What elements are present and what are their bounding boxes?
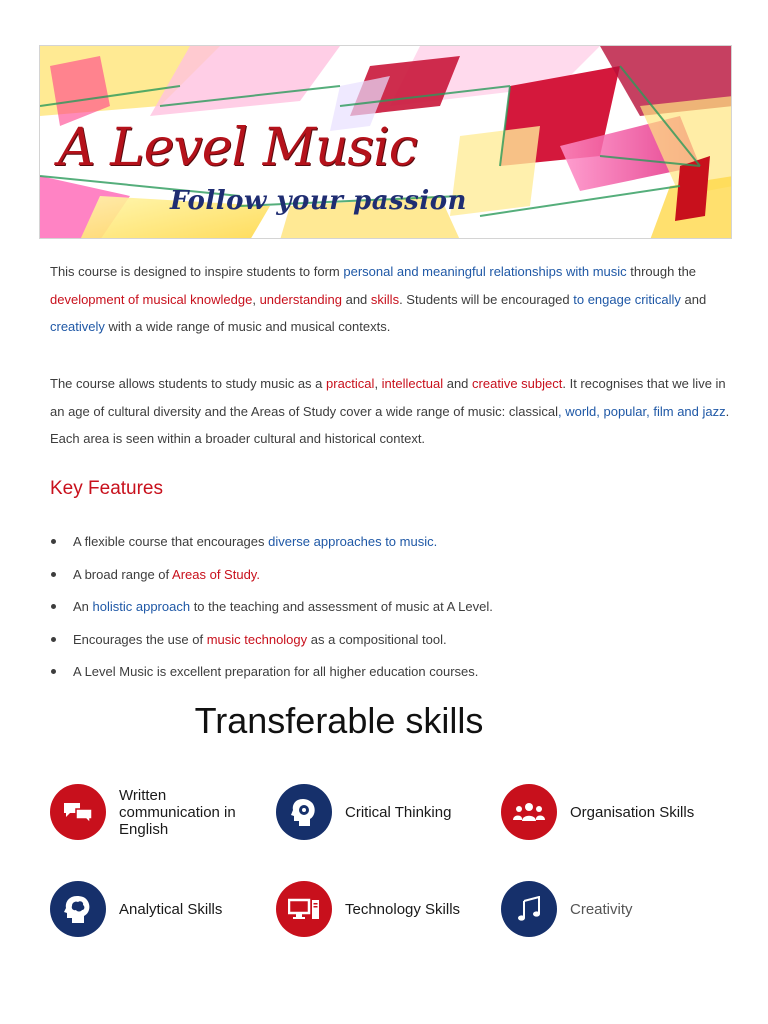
text-run: and [341, 291, 371, 307]
highlighted-text: Areas of Study. [172, 566, 260, 582]
feature-item [50, 593, 493, 626]
skill-written-communication [50, 784, 254, 840]
key-features-heading: Key Features [50, 478, 163, 499]
text-run: This course is designed to inspire students to form [50, 264, 344, 279]
bullet-icon [51, 604, 56, 609]
text-run: through the [626, 264, 697, 279]
text-run: , [252, 291, 260, 307]
highlighted-text: skills [370, 291, 400, 307]
head-gear-icon [276, 784, 332, 840]
feature-item [50, 658, 493, 691]
intro-paragraph-1 [50, 258, 730, 341]
skill-organisation [501, 784, 694, 840]
speech-bubbles-icon [50, 784, 106, 840]
bullet-icon [51, 669, 56, 674]
intro-paragraph-2 [50, 370, 730, 453]
highlighted-text: creatively [50, 319, 105, 334]
highlighted-text: intellectual [381, 376, 444, 391]
text-run: as a compositional tool. [307, 631, 447, 647]
text-run: and [680, 291, 707, 307]
text-run: Encourages the use of [73, 631, 207, 647]
highlighted-text: to engage critically [573, 291, 681, 307]
skill-label: Creativity [570, 900, 633, 918]
text-run: . Each area is seen within a broader cultural and historical context. [50, 403, 730, 446]
text-run: A broad range of [73, 566, 173, 582]
text-run: An [73, 599, 93, 614]
skill-label: Written communication in English [119, 786, 236, 838]
bullet-icon [51, 637, 56, 642]
highlighted-text: understanding [259, 291, 342, 307]
head-brain-icon [50, 881, 106, 937]
header-banner [39, 45, 732, 239]
skill-creativity [501, 881, 633, 937]
highlighted-text: practical [326, 376, 375, 391]
skill-label: Technology Skills [345, 900, 461, 918]
text-run: A Level Music is excellent preparation for all higher education courses. [73, 664, 479, 679]
bullet-icon [51, 572, 56, 577]
skill-label: Organisation Skills [570, 803, 695, 821]
text-run: . It recognises that we live in an age of cultural diversity and the Areas of Study cover a wide range of music: classical [50, 376, 726, 419]
text-run: to the teaching and assessment of music at A Level. [190, 599, 493, 614]
text-run: A flexible course that encourages [73, 534, 269, 549]
text-run: , [374, 376, 382, 391]
skill-technology [276, 881, 460, 937]
text-run: with a wide range of music and musical contexts. [104, 319, 391, 334]
text-run: The course allows students to study music as a [50, 376, 327, 391]
feature-item [50, 626, 493, 659]
skill-analytical [50, 881, 222, 937]
highlighted-text: holistic approach [92, 599, 191, 614]
feature-item [50, 561, 493, 594]
highlighted-text: creative subject [472, 376, 563, 391]
skill-label: Critical Thinking [345, 803, 452, 821]
skill-critical-thinking [276, 784, 451, 840]
computer-icon [276, 881, 332, 937]
highlighted-text: music technology [206, 631, 308, 647]
banner-title: A Level Music [58, 118, 417, 178]
highlighted-text: development of musical knowledge [50, 291, 253, 307]
banner-subtitle: Follow your passion [170, 186, 467, 216]
people-group-icon [501, 784, 557, 840]
text-run: . Students will be encouraged [399, 291, 574, 307]
highlighted-text: , world, popular, film and jazz [557, 403, 726, 419]
bullet-icon [51, 539, 56, 544]
key-features-list [50, 528, 493, 691]
highlighted-text: diverse approaches to music. [268, 534, 438, 549]
text-run: and [443, 376, 473, 391]
skill-label: Analytical Skills [119, 900, 223, 918]
transferable-skills-heading: Transferable skills [194, 700, 484, 741]
feature-item [50, 528, 493, 561]
music-note-icon [501, 881, 557, 937]
highlighted-text: personal and meaningful relationships with music [343, 264, 627, 279]
